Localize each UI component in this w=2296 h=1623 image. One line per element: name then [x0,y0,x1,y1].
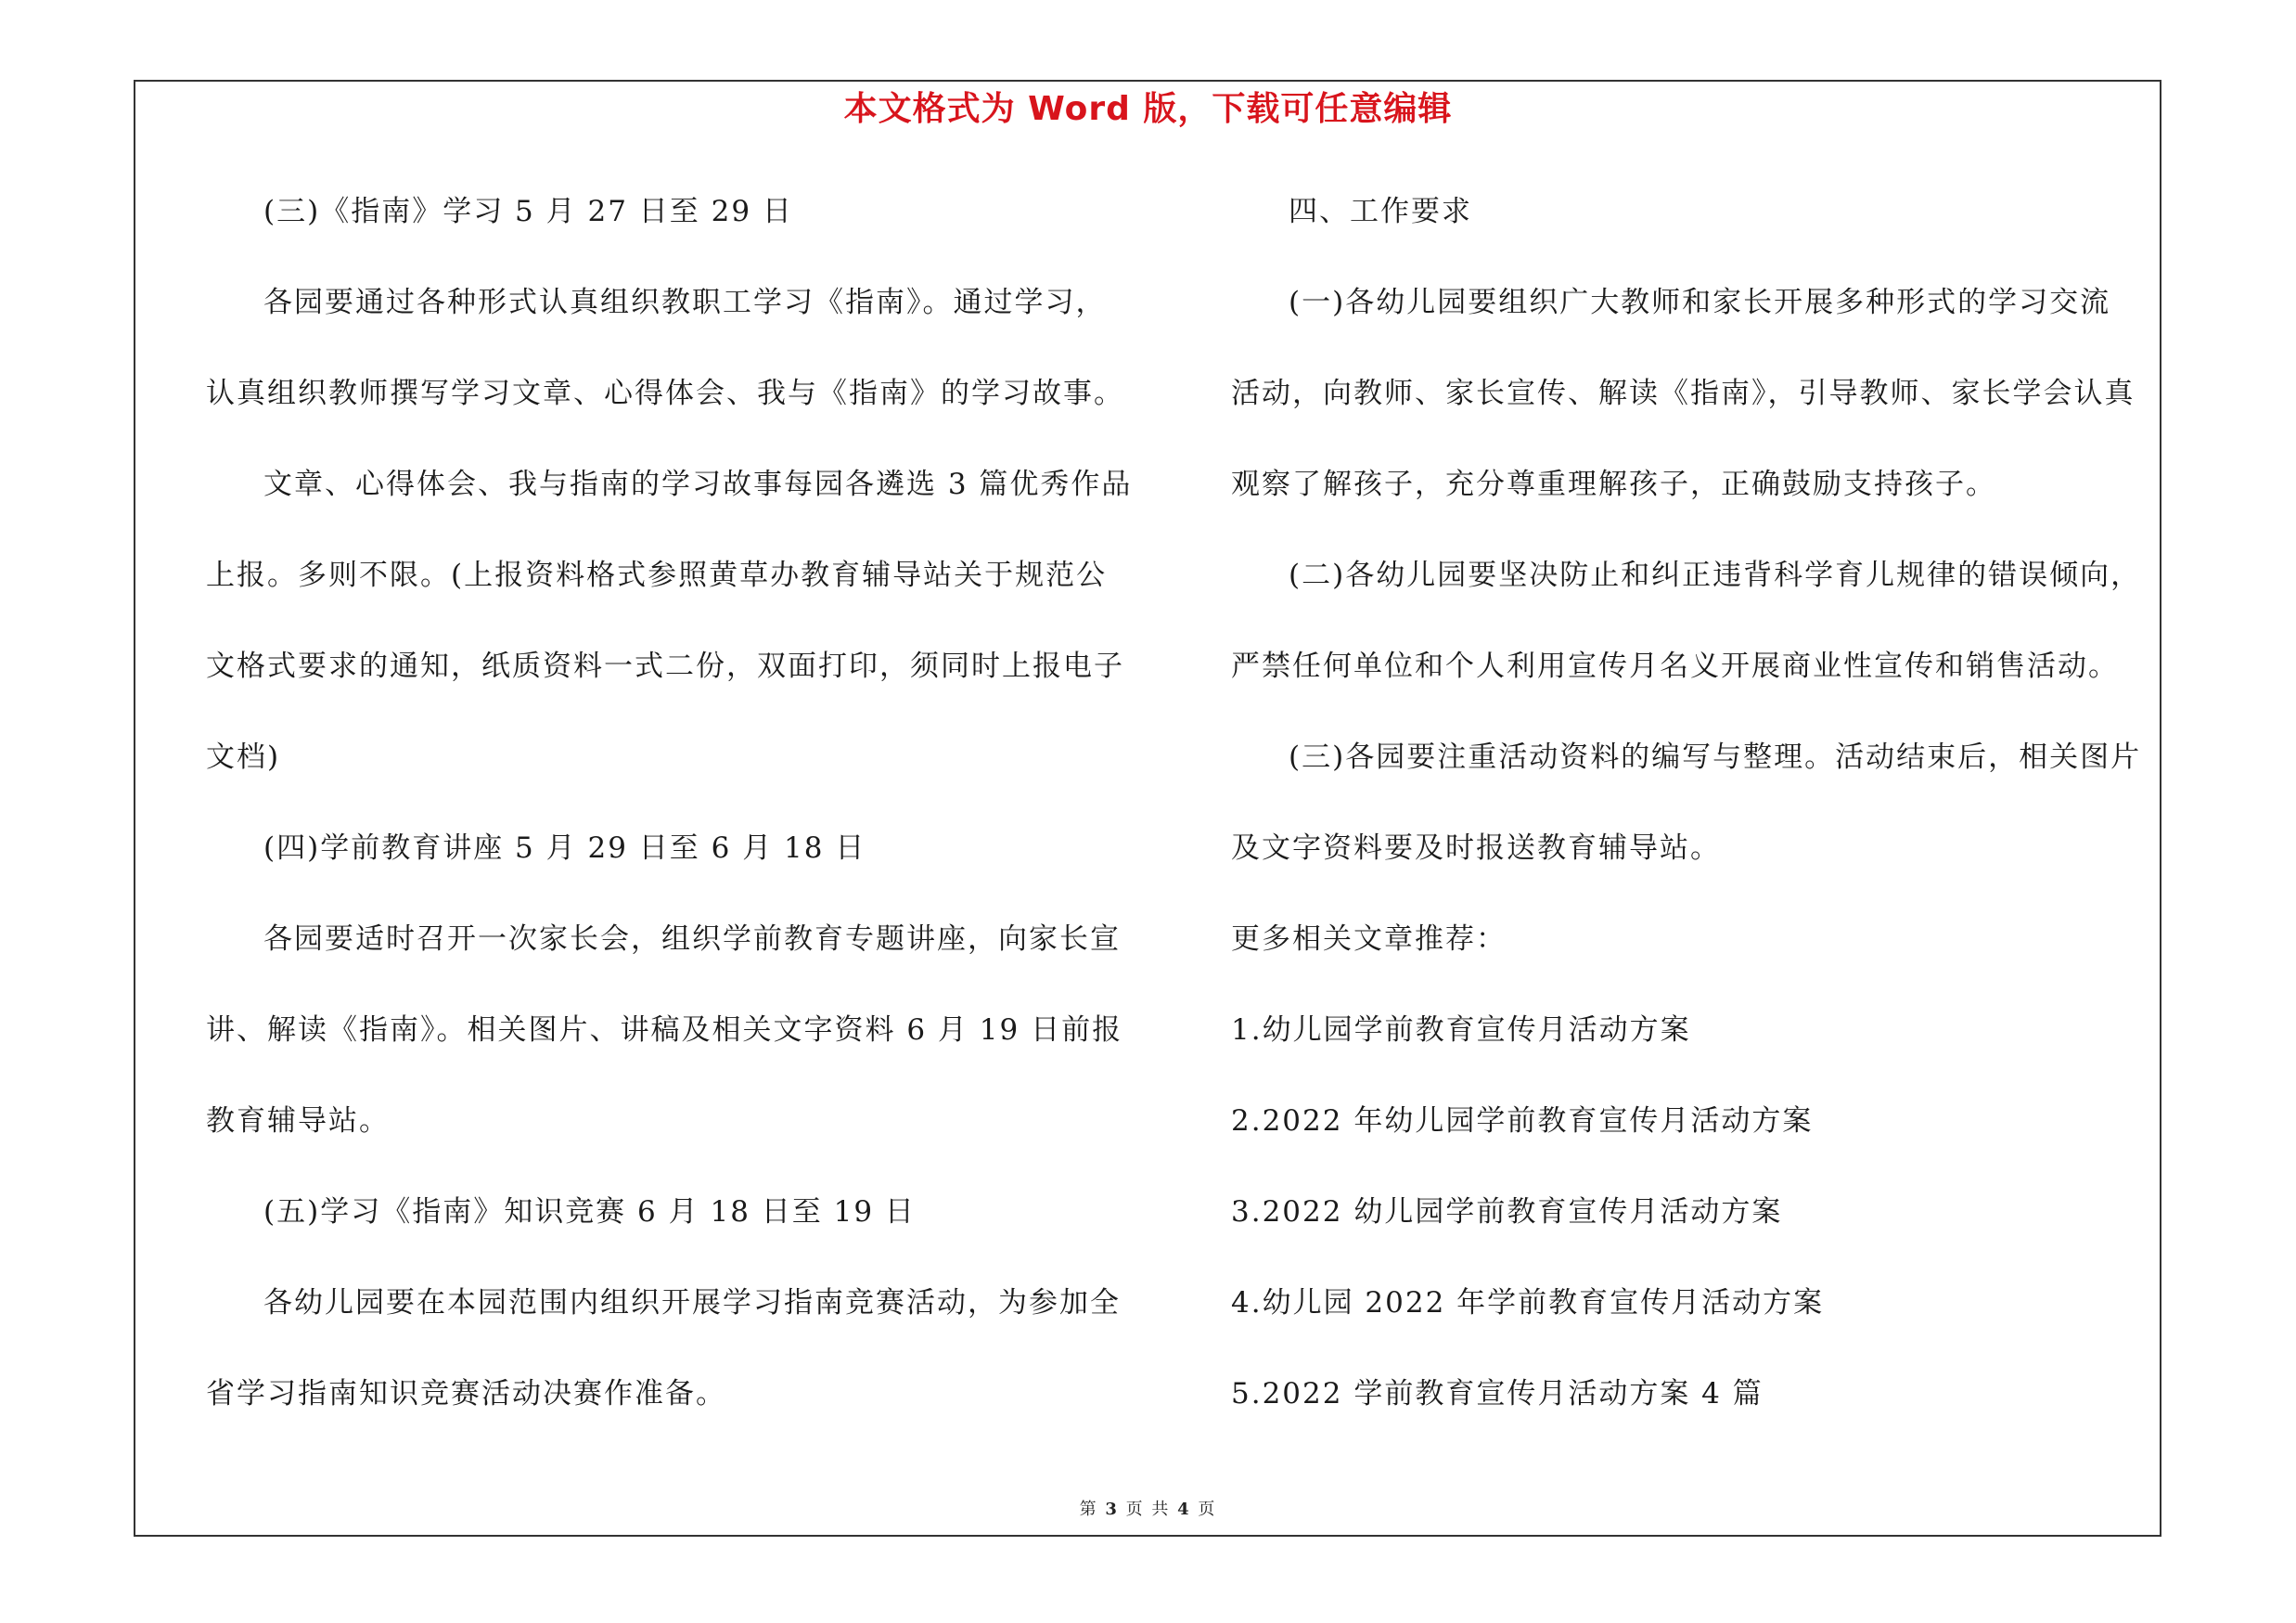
paragraph-line: 上报。多则不限。(上报资料格式参照黄草办教育辅导站关于规范公 [206,559,1108,592]
paragraph-line: 各幼儿园要在本园范围内组织开展学习指南竞赛活动，为参加全 [263,1286,1121,1320]
paragraph-line: 认真组织教师撰写学习文章、心得体会、我与《指南》的学习故事。 [206,377,1124,410]
paragraph-line: 3.2022 幼儿园学前教育宣传月活动方案 [1231,1195,1783,1229]
paragraph-line: (五)学习《指南》知识竞赛 6 月 18 日至 19 日 [263,1195,916,1229]
paragraph-line: 1.幼儿园学前教育宣传月活动方案 [1231,1013,1691,1047]
paragraph-line: (一)各幼儿园要组织广大教师和家长开展多种形式的学习交流 [1289,286,2111,319]
paragraph-line: 4.幼儿园 2022 年学前教育宣传月活动方案 [1231,1286,1825,1320]
paragraph-line: 2.2022 年幼儿园学前教育宣传月活动方案 [1231,1104,1814,1138]
footer-middle: 页 共 [1125,1500,1171,1519]
paragraph-line: 活动，向教师、家长宣传、解读《指南》，引导教师、家长学会认真 [1231,377,2136,410]
paragraph-line: 各园要通过各种形式认真组织教职工学习《指南》。通过学习， [263,286,1107,319]
paragraph-line: 教育辅导站。 [206,1104,390,1138]
paragraph-line: 四、工作要求 [1289,195,1472,228]
format-banner: 本文格式为 Word 版，下载可任意编辑 [843,90,1453,128]
footer-suffix: 页 [1198,1500,1217,1519]
paragraph-line: 各园要适时召开一次家长会，组织学前教育专题讲座，向家长宣 [263,922,1121,956]
paragraph-line: (四)学前教育讲座 5 月 29 日至 6 月 18 日 [263,831,866,865]
paragraph-line: 讲、解读《指南》。相关图片、讲稿及相关文字资料 6 月 19 日前报 [206,1013,1123,1047]
paragraph-line: 文档) [206,741,281,774]
left-text-column [206,186,1171,1459]
paragraph-line: 观察了解孩子，充分尊重理解孩子，正确鼓励支持孩子。 [1231,468,1996,501]
page-footer [0,1496,2296,1520]
paragraph-line: 文格式要求的通知，纸质资料一式二份，双面打印，须同时上报电子 [206,650,1124,683]
right-text-column [1231,186,2159,1459]
paragraph-line: (三)《指南》学习 5 月 27 日至 29 日 [263,195,793,228]
footer-prefix: 第 [1079,1500,1098,1519]
paragraph-line: 5.2022 学前教育宣传月活动方案 4 篇 [1231,1377,1764,1410]
paragraph-line: 严禁任何单位和个人利用宣传月名义开展商业性宣传和销售活动。 [1231,650,2119,683]
paragraph-line: 省学习指南知识竞赛活动决赛作准备。 [206,1377,726,1410]
paragraph-line: 及文字资料要及时报送教育辅导站。 [1231,831,1721,865]
paragraph-line: 文章、心得体会、我与指南的学习故事每园各遴选 3 篇优秀作品 [263,468,1133,501]
current-page-number: 3 [1105,1500,1119,1519]
paragraph-line: (三)各园要注重活动资料的编写与整理。活动结束后，相关图片 [1289,741,2142,774]
paragraph-line: (二)各幼儿园要坚决防止和纠正违背科学育儿规律的错误倾向， [1289,559,2142,592]
total-page-number: 4 [1177,1500,1191,1519]
paragraph-line: 更多相关文章推荐： [1231,922,1507,956]
